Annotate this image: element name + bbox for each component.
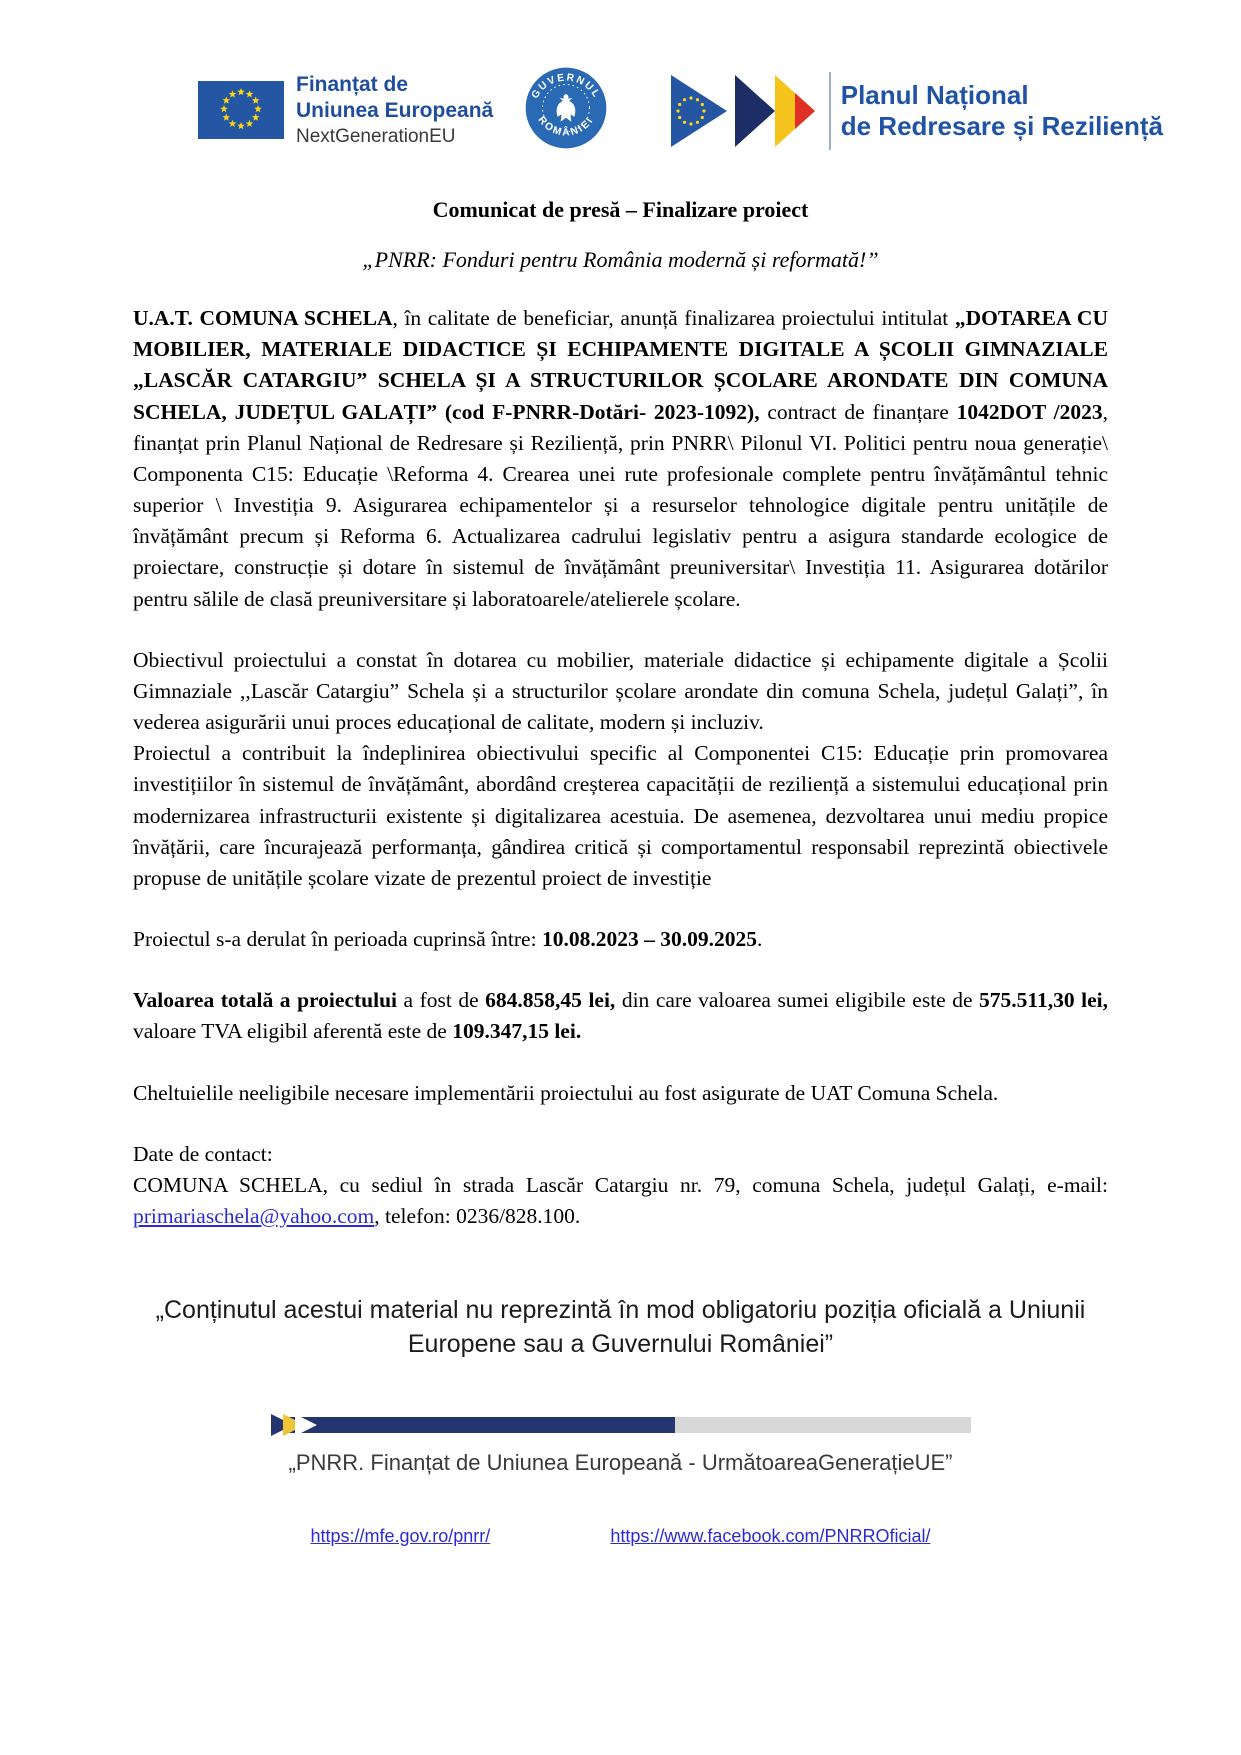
page-title: Comunicat de presă – Finalizare proiect [432,197,809,222]
facebook-pnrr-link[interactable]: https://www.facebook.com/PNRROficial/ [610,1525,931,1546]
paragraph-objective: Obiectivul proiectului a constat în dotarea cu mobilier, materiale didactice și echipamente digitale a Școlii Gimnaziale ,,Lascăr Catargiu” Schela și a structurilor școlare arondate din comuna Schela, județul Galați”, în vederea asigurării unui proces educațional de calitate, modern și incluziv. [133,647,1108,735]
contact-email-link[interactable]: primariaschela@yahoo.com [133,1204,375,1229]
pnrr-logo-divider [829,72,831,150]
footer-disclaimer: „Conținutul acestui material nu reprezintă în mod obligatoriu poziția oficială a Uniunii Europene sau a Guvernului României” [155,1296,1086,1359]
document-body [0,197,1241,1232]
paragraph-contribution: Proiectul a contribuit la îndeplinirea obiectivului specific al Componentei C15: Educație prin promovarea investițiilor în sistemul de învățământ, abordând creșterea capacității de reziliență a sistemului educațional prin modernizarea infrastructurii existente și digitalizarea acestuia. De asemenea, dezvoltarea unui mediu propice învățării, care încurajează performanța, gândirea critică și comportamentul responsabil reprezintă obiectivele propuse de unitățile școlare vizate de prezentul proiect de investiție [133,741,1108,890]
pnrr-logo-line1: Planul Național [840,79,1029,110]
banner-bar-blue [283,1417,675,1433]
mfe-gov-link[interactable]: https://mfe.gov.ro/pnrr/ [310,1525,491,1546]
pnrr-logo-line2: de Redresare și Reziliență [840,110,1163,141]
paragraph-announcement: U.A.T. COMUNA SCHELA, în calitate de beneficiar, anunță finalizarea proiectului intitulat „DOTAREA CU MOBILIER, MATERIALE DIDACTICE ȘI ECHIPAMENTE DIGITALE A ȘCOLII GIMNAZIALE „LASCĂR CATARGIU” SCHELA ȘI A STRUCTURILOR ȘCOLARE ARONDATE DIN COMUNA SCHELA, JUDEȚUL GALAȚI” (cod F-PNRR-Dotări- 2023-1092), contract de finanțare 1042DOT /2023, finanțat prin Planul Național de Redresare și Reziliență, prin PNRR\ Pilonul VI. Politici pentru noua generație\ Componenta C15: Educație \Reforma 4. Crearea unei rute profesionale complete pentru învățământul tehnic superior \ Investiția 9. Asigurarea echipamentelor și a resurselor tehnologice digitale pentru unitățile de învățământ precum și Reforma 6. Actualizarea cadrului legislativ pentru a asigura standarde ecologice de proiectare, construcție și dotare în sistemul de învățământ preuniversitar\ Investiția 11. Asigurarea dotărilor pentru sălile de clasă preuniversitare și laboratoarele/atelierele școlare. [133,306,1108,611]
banner-arrow-white-icon [295,1414,317,1436]
eu-flag-icon [198,81,284,139]
eu-logo-text [296,72,493,148]
pnrr-arrows-icon [669,71,819,151]
pnrr-logo-text [841,80,1163,141]
paragraph-objective-block [133,645,1108,894]
pnrr-banner [271,1414,971,1436]
header-logos [0,0,1241,157]
subtitle: „PNRR: Fonduri pentru România modernă și reformată!” [362,247,879,272]
banner-bar-gray [675,1417,971,1433]
banner-bar [283,1417,971,1433]
contact-block [133,1139,1108,1233]
paragraph-ineligible-costs: Cheltuielile neeligibile necesare implementării proiectului au fost asigurate de UAT Comuna Schela. [133,1080,999,1105]
banner-caption: „PNRR. Finanțat de Uniunea Europeană - UrmătoareaGenerațieUE” [288,1449,953,1475]
seal-bottom-text: ROMÂNIEI [535,114,597,139]
pnrr-logo [669,71,1163,151]
eu-logo-line1: Finanțat de [296,73,409,97]
paragraph-value: Valoarea totală a proiectului a fost de 684.858,45 lei, din care valoarea sumei eligibile este de 575.511,30 lei, valoare TVA eligibil aferentă este de 109.347,15 lei. [133,988,1108,1044]
eu-funding-logo [198,72,493,148]
government-seal-icon [522,64,610,157]
paragraph-period: Proiectul s-a derulat în perioada cuprinsă între: 10.08.2023 – 30.09.2025. [133,927,763,952]
eu-logo-line2: Uniunea Europeană [296,98,494,122]
eu-logo-line3: NextGenerationEU [296,125,456,147]
seal-top-text: GUVERNUL [529,72,603,101]
contact-details: COMUNA SCHELA, cu sediul în strada Lascăr Catargiu nr. 79, comuna Schela, județul Galați, e-mail: primariaschela@yahoo.com, telefon: 0236/828.100. [133,1172,1108,1229]
footer-links [311,1526,931,1547]
contact-label: Date de contact: [133,1141,273,1166]
